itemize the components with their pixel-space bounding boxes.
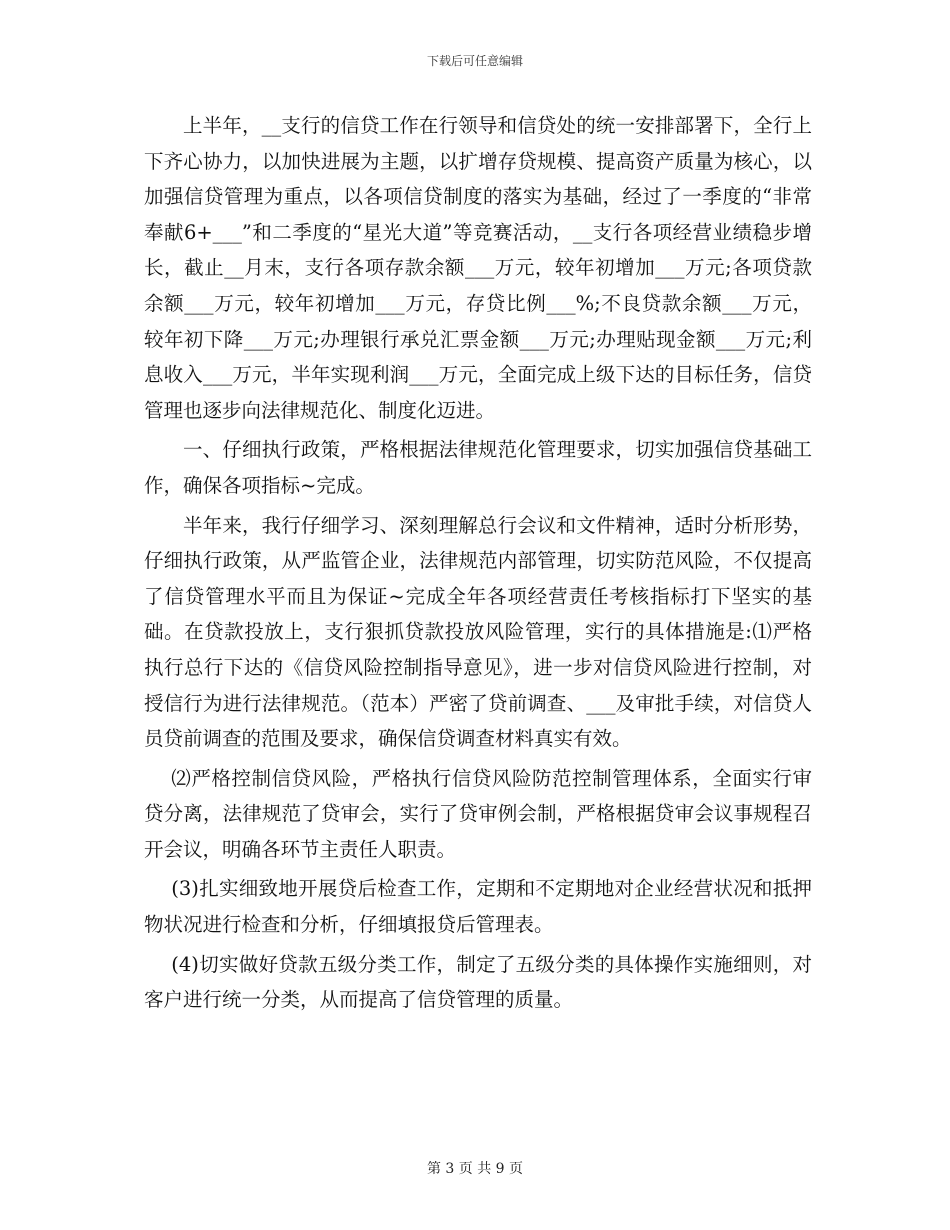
paragraph-item-2: ⑵严格控制信贷风险，严格执行信贷风险防范控制管理体系，全面实行审贷分离，法律规范了贷审会，实行了贷审例会制，严格根据贷审会议事规程召开会议，明确各环节主责任人职责。 — [144, 766, 812, 861]
paragraph-summary: 上半年，__支行的信贷工作在行领导和信贷处的统一安排部署下，全行上下齐心协力，以加快进展为主题，以扩增存贷规模、提高资产质量为核心，以加强信贷管理为重点，以各项信贷制度的落实为基础，经过了一季度的“非常奉献6+___”和二季度的“星光大道”等竞赛活动，__支行各项经营业绩稳步增长，截止__月末，支行各项存款余额___万元，较年初增加___万元;各项贷款余额___万元，较年初增加___万元，存贷比例___%;不良贷款余额___万元，较年初下降___万元;办理银行承兑汇票金额___万元;办理贴现金额___万元;利息收入___万元，半年实现利润___万元，全面完成上级下达的目标任务，信贷管理也逐步向法律规范化、制度化迈进。 — [144, 114, 812, 422]
paragraph-item-4: (4)切实做好贷款五级分类工作，制定了五级分类的具体操作实施细则，对客户进行统一分类，从而提高了信贷管理的质量。 — [144, 952, 812, 1012]
paragraph-item-3: (3)扎实细致地开展贷后检查工作，定期和不定期地对企业经营状况和抵押物状况进行检查和分析，仔细填报贷后管理表。 — [144, 877, 812, 937]
document-body — [144, 108, 812, 1022]
page-number: 第 3 页 共 9 页 — [426, 1161, 524, 1177]
section-heading-1: 一、仔细执行政策，严格根据法律规范化管理要求，切实加强信贷基础工作，确保各项指标~完成。 — [144, 438, 812, 497]
paragraph-measures: 半年来，我行仔细学习、深刻理解总行会议和文件精神，适时分析形势，仔细执行政策，从严监管企业，法律规范内部管理，切实防范风险，不仅提高了信贷管理水平而且为保证~完成全年各项经营责任考核指标打下坚实的基础。在贷款投放上，支行狠抓贷款投放风险管理，实行的具体措施是:⑴严格执行总行下达的《信贷风险控制指导意见》，进一步对信贷风险进行控制，对授信行为进行法律规范。（范本）严密了贷前调查、___及审批手续，对信贷人员贷前调查的范围及要求，确保信贷调查材料真实有效。 — [144, 513, 812, 751]
page-header-note: 下载后可任意编辑 — [426, 54, 523, 68]
